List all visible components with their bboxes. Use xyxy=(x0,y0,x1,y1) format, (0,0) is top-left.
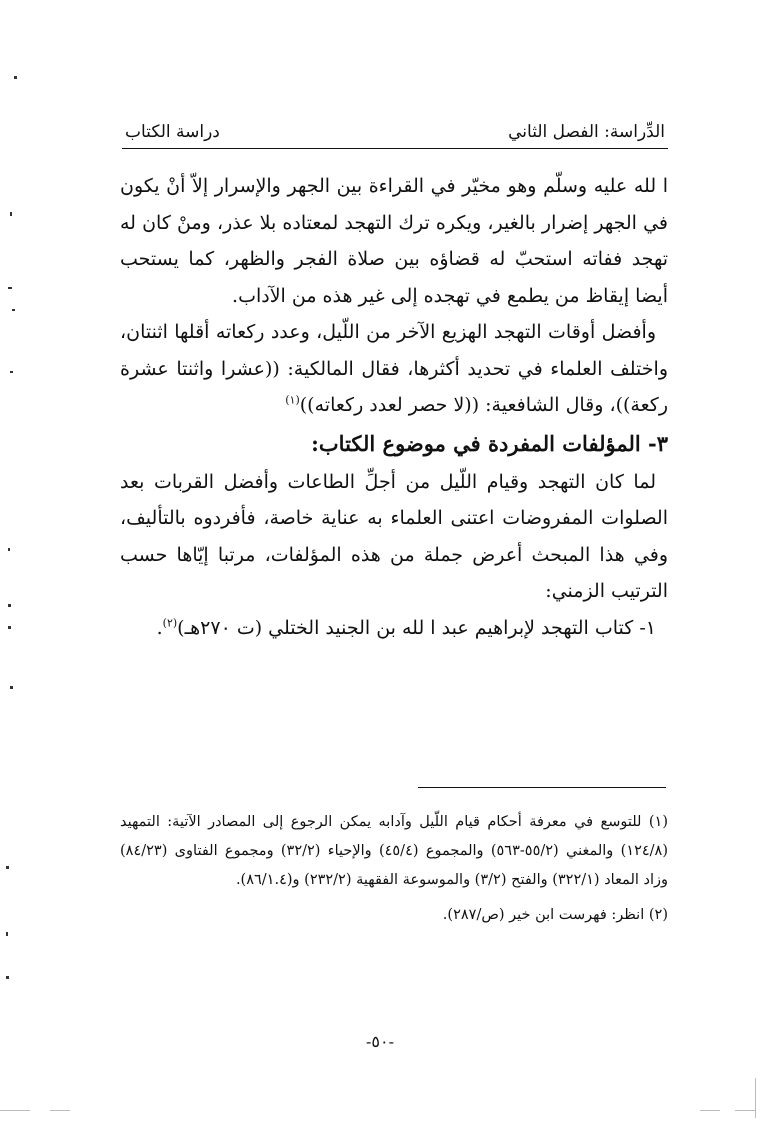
paragraph-2 xyxy=(120,314,668,424)
scan-mark xyxy=(8,548,10,551)
scan-mark xyxy=(755,1078,756,1118)
header-section: دراسة الكتاب xyxy=(125,122,220,142)
footnote-rule xyxy=(418,787,666,788)
scan-mark xyxy=(8,287,12,289)
scan-mark xyxy=(700,1110,720,1111)
scan-mark xyxy=(12,309,15,311)
scan-mark xyxy=(0,1110,30,1111)
paragraph-1: ا لله عليه وسلّم وهو مخيّر في القراءة بين الجهر والإسرار إلاّ أنْ يكون في الجهر إضرار بالغير، ويكره ترك التهجد لمعتاده بلا عذر، ومنْ كان له تهجد ففاته استحبّ له قضاؤه بين صلاة الفجر والظهر، كما يستحب أيضا إيقاظ من يطمع في تهجده إلى غير هذه من الآداب. xyxy=(120,175,668,307)
scan-mark xyxy=(6,976,9,979)
scan-mark xyxy=(8,626,11,629)
paragraph-3: لما كان التهجد وقيام اللّيل من أجلِّ الطاعات وأفضل القربات بعد الصلوات المفروضات اعتنى العلماء به عناية خاصة، فأفردوه بالتأليف، وفي هذا المبحث أعرض جملة من هذه المؤلفات، مرتبا إيّاها حسب الترتيب الزمني: xyxy=(120,470,668,602)
scan-mark xyxy=(6,932,8,936)
scan-mark xyxy=(6,866,9,869)
scan-mark xyxy=(8,604,11,607)
paragraph-4-end: . xyxy=(156,616,163,639)
scan-mark xyxy=(10,212,12,216)
header-chapter: الدِّراسة: الفصل الثاني xyxy=(508,122,665,142)
footnote-ref-1[interactable]: (١) xyxy=(285,393,300,407)
scan-mark xyxy=(14,76,17,79)
paragraph-4 xyxy=(120,610,668,647)
footnote-2: (٢) انظر: فهرست ابن خير (ص/٢٨٧). xyxy=(442,907,668,923)
footnotes xyxy=(120,808,668,930)
paragraph-2-text: وأفضل أوقات التهجد الهزيع الآخر من اللّيل، وعدد ركعاته أقلها اثنتان، واختلف العلماء في تحديد أكثرها، فقال المالكية: ((عشرا واثنتا عشرة ركعة))، وقال الشافعية: ((لا حصر لعدد ركعاته)) xyxy=(120,321,668,416)
body-text xyxy=(120,168,668,646)
scan-mark xyxy=(50,1110,70,1111)
section-heading: ٣- المؤلفات المفردة في موضوع الكتاب: xyxy=(311,430,668,456)
footnote-ref-2[interactable]: (٢) xyxy=(162,616,178,630)
scan-mark xyxy=(735,1110,755,1111)
paragraph-4-text: ١- كتاب التهجد لإبراهيم عبد ا لله بن الجنيد الختلي (ت ٢٧٠هـ) xyxy=(177,616,656,639)
scan-mark xyxy=(10,371,13,373)
scan-mark xyxy=(10,686,13,689)
page-number: -٥٠- xyxy=(366,1032,394,1051)
running-header xyxy=(125,112,665,142)
footnote-1: (١) للتوسع في معرفة أحكام قيام اللّيل وآدابه يمكن الرجوع إلى المصادر الآتية: التمهيد (١٢٤/٨) والمغني (٥٥/٢-٥٦٣) والمجموع (٤٥/٤) والإحياء (٣٢/٢) ومجموع الفتاوى (٨٤/٢٣) وزاد المعاد (٣٢٢/١) والفتح (٣/٢) والموسوعة الفقهية (٢٣٢/٢) و(٨٦/١.٤). xyxy=(120,814,668,888)
header-rule xyxy=(122,148,668,149)
